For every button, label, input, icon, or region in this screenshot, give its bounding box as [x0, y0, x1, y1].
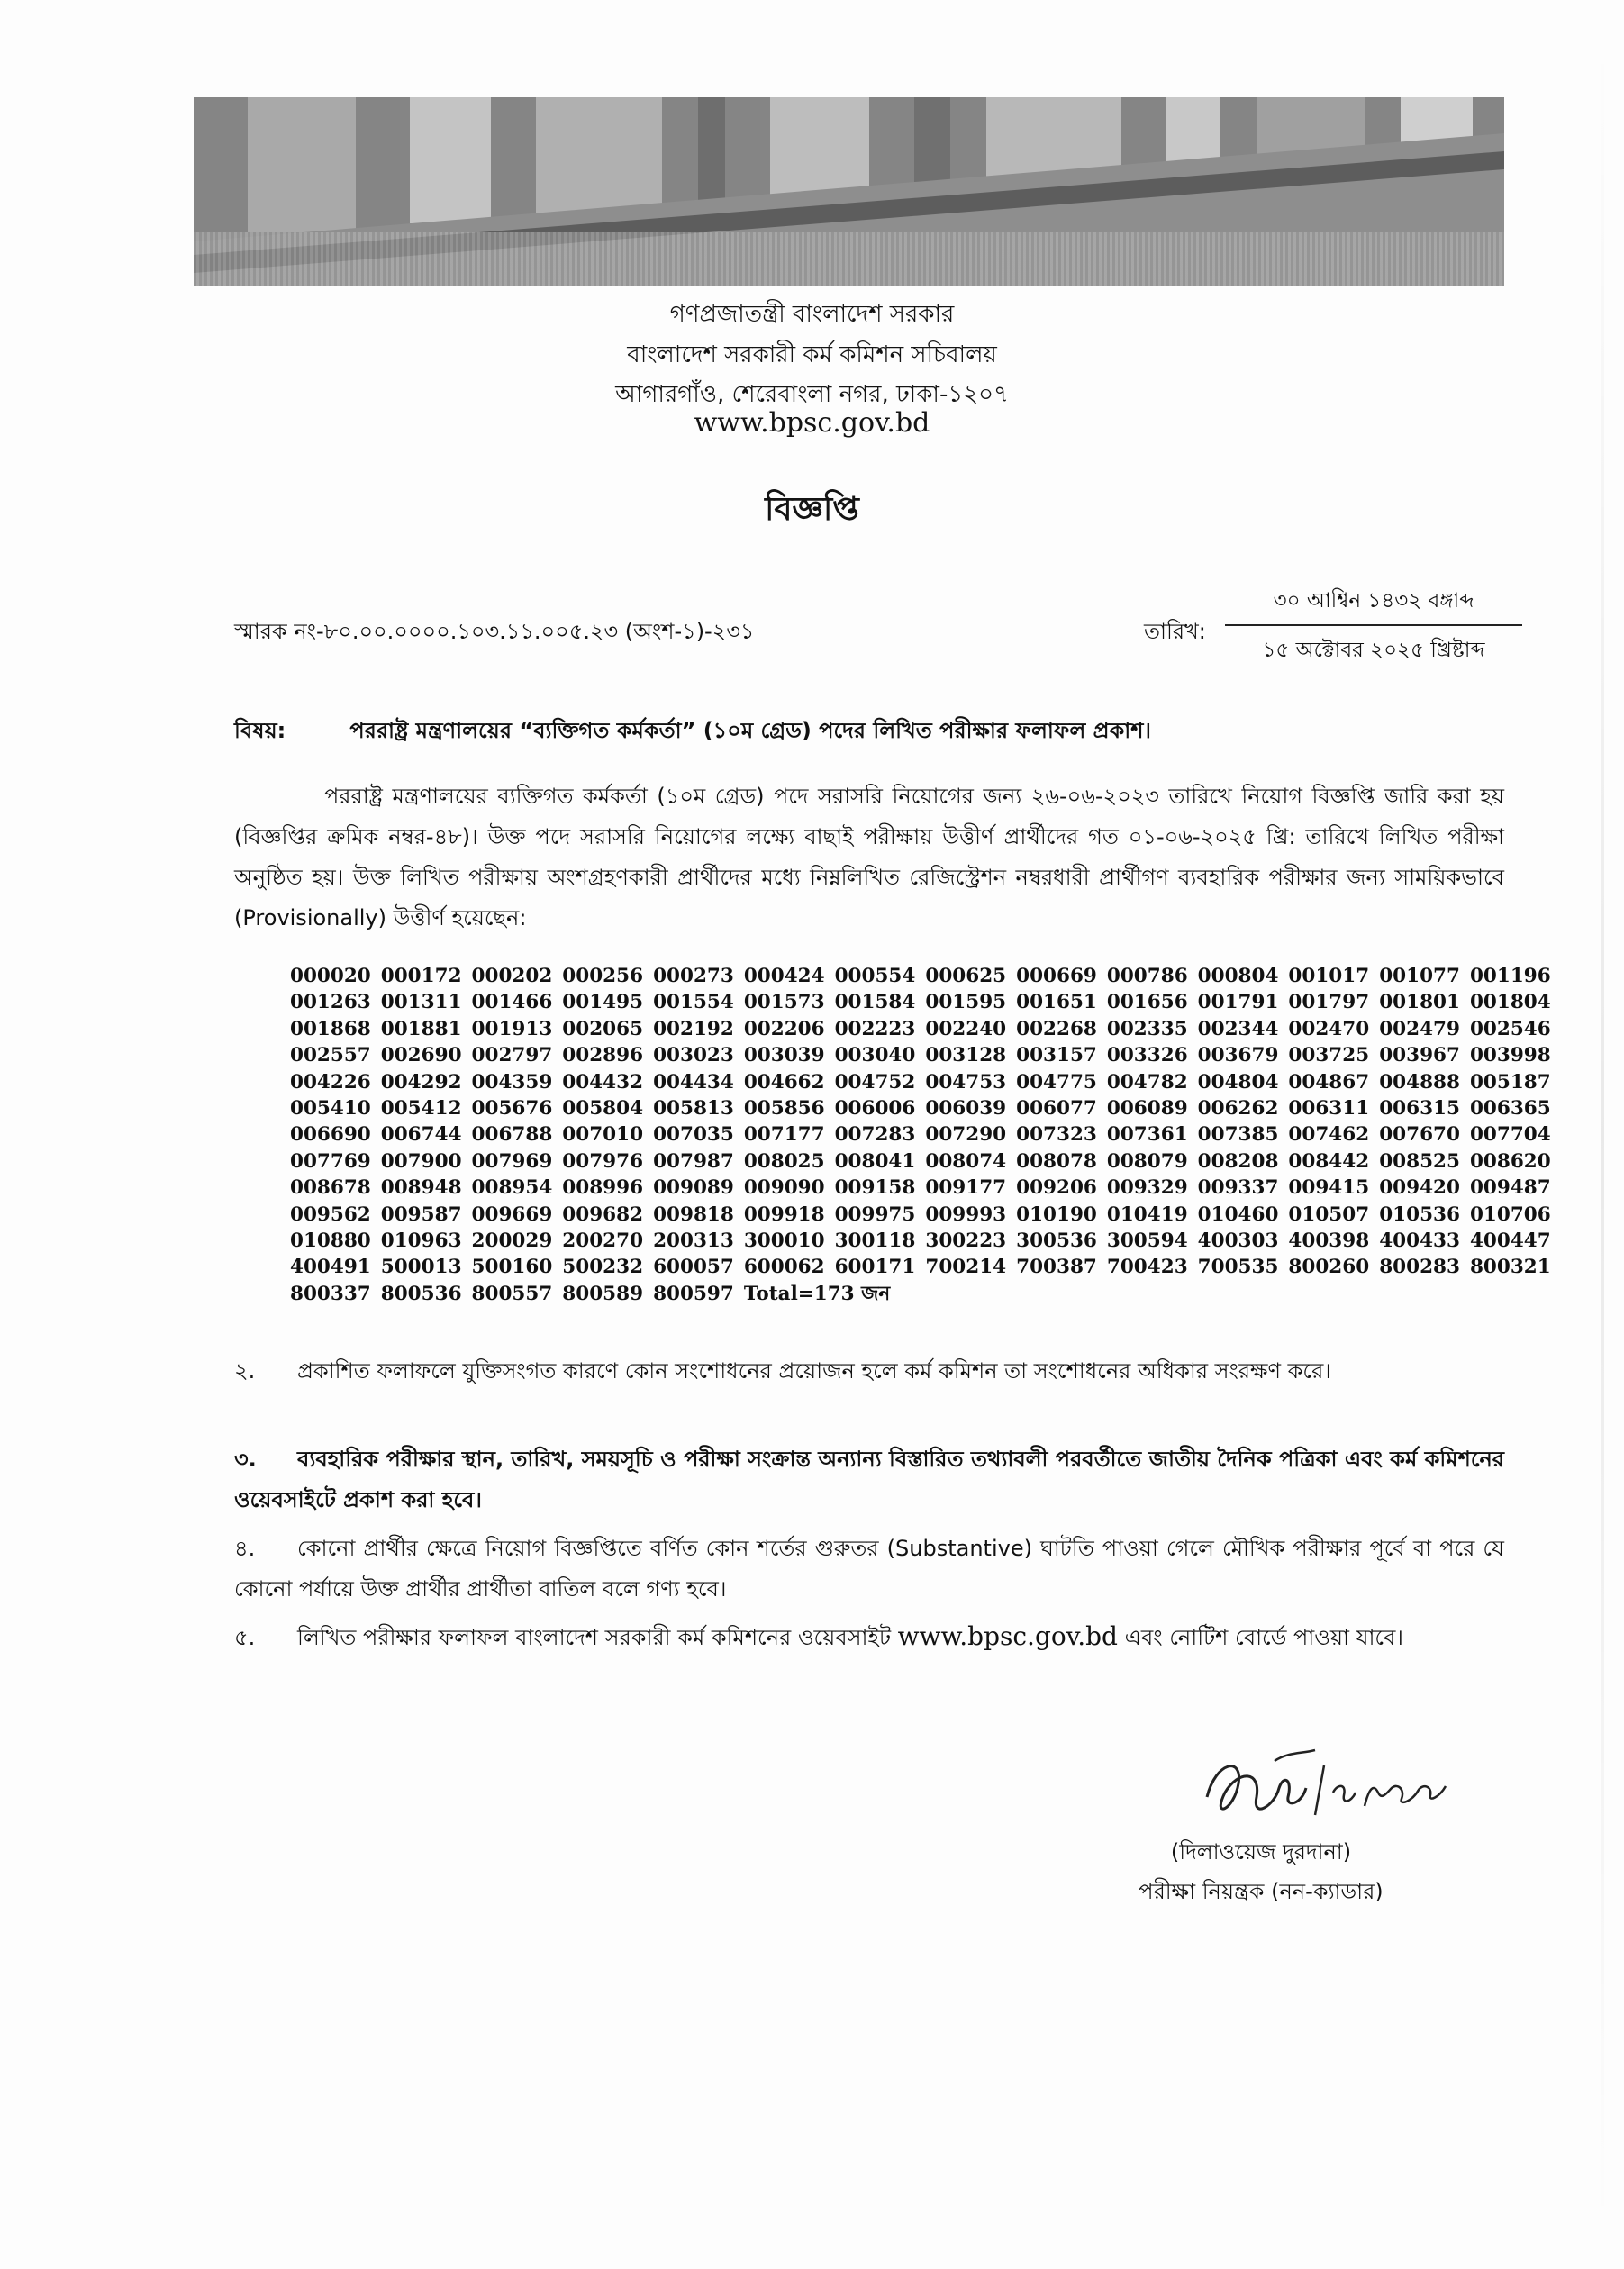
registration-number: 400303	[1197, 1230, 1279, 1253]
paragraph-5	[234, 1616, 1504, 1658]
govt-line: গণপ্রজাতন্ত্রী বাংলাদেশ সরকার	[669, 301, 955, 328]
registration-number: 800589	[562, 1282, 644, 1305]
registration-number: 009993	[925, 1203, 1007, 1226]
registration-number: 007987	[653, 1149, 734, 1173]
registration-number: 009420	[1379, 1176, 1460, 1200]
registration-number: 004226	[290, 1070, 371, 1094]
registration-number: 003039	[743, 1044, 825, 1067]
registration-number: 300118	[834, 1230, 916, 1253]
registration-number: 800597	[653, 1282, 734, 1305]
registration-number: 000424	[743, 965, 825, 987]
registration-number: 001554	[653, 991, 734, 1014]
address-line: আগারগাঁও, শেরেবাংলা নগর, ঢাকা-১২০৭	[615, 381, 1009, 408]
registration-row	[290, 1069, 1551, 1095]
registration-number: 010536	[1379, 1203, 1460, 1226]
registration-number: 003998	[1469, 1044, 1551, 1067]
registration-row	[290, 1228, 1551, 1254]
registration-number: 500013	[380, 1256, 462, 1279]
registration-number: 006077	[1016, 1097, 1097, 1121]
registration-number: 800321	[1469, 1256, 1551, 1279]
registration-number: 009415	[1288, 1176, 1370, 1200]
registration-number: 500160	[471, 1256, 553, 1279]
registration-number: 009975	[834, 1203, 916, 1226]
registration-number: 800557	[471, 1282, 553, 1305]
registration-number: 006744	[380, 1123, 462, 1147]
registration-number: 002335	[1106, 1017, 1188, 1040]
registration-number: 003679	[1197, 1044, 1279, 1067]
registration-number: 005856	[743, 1097, 825, 1121]
registration-number: 008079	[1106, 1149, 1188, 1173]
registration-number: 300223	[925, 1230, 1007, 1253]
registration-number: 009682	[562, 1203, 644, 1226]
registration-number: 600062	[743, 1256, 825, 1279]
registration-number: 001466	[471, 991, 553, 1014]
registration-number: 003967	[1379, 1044, 1460, 1067]
registration-number: 000172	[380, 965, 462, 987]
registration-number: 008525	[1379, 1149, 1460, 1173]
registration-row	[290, 1095, 1551, 1121]
registration-number: 000554	[834, 965, 916, 987]
paragraph-4-number: ৪.	[234, 1536, 256, 1561]
paragraph-4	[234, 1529, 1504, 1610]
registration-number: 001913	[471, 1017, 553, 1040]
registration-number: 003040	[834, 1044, 916, 1067]
registration-number: 006788	[471, 1123, 553, 1147]
registration-number: 002344	[1197, 1017, 1279, 1040]
registration-number: 300010	[743, 1230, 825, 1253]
registration-number: 001868	[290, 1017, 371, 1040]
registration-number: 000804	[1197, 965, 1279, 987]
registration-number: 001801	[1379, 991, 1460, 1014]
registration-number: 400447	[1469, 1230, 1551, 1253]
registration-number: 010880	[290, 1230, 371, 1253]
registration-number: 001656	[1106, 991, 1188, 1014]
registration-number: 700535	[1197, 1256, 1279, 1279]
registration-number: 009918	[743, 1203, 825, 1226]
registration-number: 300594	[1106, 1230, 1188, 1253]
registration-number: 005412	[380, 1097, 462, 1121]
registration-number: 009158	[834, 1176, 916, 1200]
registration-number: 001311	[380, 991, 462, 1014]
registration-number: 000256	[562, 965, 644, 987]
registration-number: 009337	[1197, 1176, 1279, 1200]
registration-number: 005676	[471, 1097, 553, 1121]
scan-edge-shadow	[1601, 36, 1604, 2234]
registration-number: 700387	[1016, 1256, 1097, 1279]
registration-number: 800283	[1379, 1256, 1460, 1279]
registration-number: 007704	[1469, 1123, 1551, 1147]
registration-number: 400433	[1379, 1230, 1460, 1253]
handwritten-signature	[1189, 1743, 1459, 1842]
registration-number: 002479	[1379, 1017, 1460, 1040]
registration-number: 008041	[834, 1149, 916, 1173]
registration-number: 008678	[290, 1176, 371, 1200]
registration-number: 000202	[471, 965, 553, 987]
bpsc-banner-photo	[194, 97, 1504, 286]
registration-number: 001791	[1197, 991, 1279, 1014]
registration-number: 002797	[471, 1044, 553, 1067]
registration-number: 008078	[1016, 1149, 1097, 1173]
registration-number: 004753	[925, 1070, 1007, 1094]
registration-number: 004432	[562, 1070, 644, 1094]
registration-number: 001651	[1016, 991, 1097, 1014]
registration-number: 008954	[471, 1176, 553, 1200]
registration-number: 010507	[1288, 1203, 1370, 1226]
registration-number: 001263	[290, 991, 371, 1014]
registration-number: 300536	[1016, 1230, 1097, 1253]
registration-number: 007177	[743, 1123, 825, 1147]
registration-number: 000020	[290, 965, 371, 987]
subject-text: পররাষ্ট্র মন্ত্রণালয়ের “ব্যক্তিগত কর্মকর্তা” (১০ম গ্রেড) পদের লিখিত পরীক্ষার ফলাফল প্রকাশ।	[349, 718, 1152, 743]
registration-number: 001797	[1288, 991, 1370, 1014]
registration-number: 002896	[562, 1044, 644, 1067]
date-bangla: ৩০ আশ্বিন ১৪৩২ বঙ্গাব্দ	[1225, 584, 1522, 626]
paragraph-3-number: ৩.	[234, 1447, 257, 1472]
registration-row	[290, 1175, 1551, 1201]
registration-number: 008025	[743, 1149, 825, 1173]
paragraph-4-text: কোনো প্রার্থীর ক্ষেত্রে নিয়োগ বিজ্ঞপ্তিতে বর্ণিত কোন শর্তের গুরুতর (Substantive) ঘাটতি পাওয়া গেলে মৌখিক পরীক্ষার পূর্বে বা পরে যে কোনো পর্যায়ে উক্ত প্রার্থীর প্রার্থীতা বাতিল বলে গণ্য হবে।	[234, 1536, 1504, 1602]
registration-number: 008996	[562, 1176, 644, 1200]
registration-number: 002240	[925, 1017, 1007, 1040]
registration-number: 400398	[1288, 1230, 1370, 1253]
registration-number: 800337	[290, 1282, 371, 1305]
date-label: তারিখ:	[1144, 619, 1206, 644]
registration-number: 008208	[1197, 1149, 1279, 1173]
registration-number: 002223	[834, 1017, 916, 1040]
registration-number: 010460	[1197, 1203, 1279, 1226]
registration-number: 009090	[743, 1176, 825, 1200]
registration-number: 009206	[1016, 1176, 1097, 1200]
registration-row	[290, 1202, 1551, 1228]
registration-number: 000669	[1016, 965, 1097, 987]
registration-number: 007385	[1197, 1123, 1279, 1147]
registration-number: 007670	[1379, 1123, 1460, 1147]
registration-number: 003326	[1106, 1044, 1188, 1067]
registration-number: 009329	[1106, 1176, 1188, 1200]
registration-number: 006315	[1379, 1097, 1460, 1121]
registration-number: 004782	[1106, 1070, 1188, 1094]
registration-row	[290, 1148, 1551, 1175]
registration-row	[290, 963, 1551, 989]
paragraph-1: পররাষ্ট্র মন্ত্রণালয়ের ব্যক্তিগত কর্মকর্তা (১০ম গ্রেড) পদে সরাসরি নিয়োগের জন্য ২৬-০৬-২০২৩ তারিখে নিয়োগ বিজ্ঞপ্তি জারি করা হয় (বিজ্ঞপ্তির ক্রমিক নম্বর-৪৮)। উক্ত পদে সরাসরি নিয়োগের লক্ষ্যে বাছাই পরীক্ষায় উত্তীর্ণ প্রার্থীদের গত ০১-০৬-২০২৫ খ্রি: তারিখে লিখিত পরীক্ষা অনুষ্ঠিত হয়। উক্ত লিখিত পরীক্ষায় অংশগ্রহণকারী প্রার্থীদের মধ্যে নিম্নলিখিত রেজিস্ট্রেশন নম্বরধারী প্রার্থীগণ ব্যবহারিক পরীক্ষার জন্য সাময়িকভাবে (Provisionally) উত্তীর্ণ হয়েছেন:	[234, 784, 1504, 930]
registration-number: 007323	[1016, 1123, 1097, 1147]
registration-number: 004888	[1379, 1070, 1460, 1094]
registration-number: 005813	[653, 1097, 734, 1121]
paragraph-5-text-a: লিখিত পরীক্ষার ফলাফল বাংলাদেশ সরকারী কর্ম কমিশনের ওয়েবসাইট	[297, 1625, 892, 1650]
registration-row	[290, 1016, 1551, 1042]
registration-number: 005410	[290, 1097, 371, 1121]
registration-number: 001584	[834, 991, 916, 1014]
registration-number: 600171	[834, 1256, 916, 1279]
registration-row	[290, 1121, 1551, 1148]
registration-number: 008074	[925, 1149, 1007, 1173]
banner-plate	[194, 232, 1504, 286]
secretariat-line: বাংলাদেশ সরকারী কর্ম কমিশন সচিবালয়	[627, 341, 997, 368]
registration-number: 009177	[925, 1176, 1007, 1200]
paragraph-3	[234, 1439, 1504, 1520]
signatory-name: (দিলাওয়েজ দুরদানা)	[1170, 1839, 1352, 1865]
registration-number: 700214	[925, 1256, 1007, 1279]
registration-number: 002065	[562, 1017, 644, 1040]
registration-number: 400491	[290, 1256, 371, 1279]
registration-number: 007010	[562, 1123, 644, 1147]
registration-number: 003023	[653, 1044, 734, 1067]
registration-number: 007462	[1288, 1123, 1370, 1147]
registration-number: 009669	[471, 1203, 553, 1226]
registration-number: 001196	[1469, 965, 1551, 987]
registration-number: 500232	[562, 1256, 644, 1279]
registration-number: 009587	[380, 1203, 462, 1226]
registration-number: 008948	[380, 1176, 462, 1200]
registration-number: 002557	[290, 1044, 371, 1067]
registration-number: 006262	[1197, 1097, 1279, 1121]
registration-number: 002206	[743, 1017, 825, 1040]
registration-number: 002268	[1016, 1017, 1097, 1040]
registration-number: 001881	[380, 1017, 462, 1040]
registration-row	[290, 1042, 1551, 1068]
registration-number: 006039	[925, 1097, 1007, 1121]
registration-number: 004752	[834, 1070, 916, 1094]
registration-number: 004775	[1016, 1070, 1097, 1094]
registration-number: 000273	[653, 965, 734, 987]
registration-number: 003725	[1288, 1044, 1370, 1067]
registration-number: 010190	[1016, 1203, 1097, 1226]
registration-number: 009818	[653, 1203, 734, 1226]
paragraph-2-number: ২.	[234, 1358, 256, 1384]
registration-row	[290, 1281, 1506, 1307]
registration-number: 700423	[1106, 1256, 1188, 1279]
signatory-designation: পরীক্ষা নিয়ন্ত্রক (নন-ক্যাডার)	[1139, 1879, 1384, 1904]
registration-number: 000786	[1106, 965, 1188, 987]
registration-number: 200270	[562, 1230, 644, 1253]
registration-number: 003157	[1016, 1044, 1097, 1067]
registration-number: 009089	[653, 1176, 734, 1200]
registration-number: 009562	[290, 1203, 371, 1226]
registration-number: 001595	[925, 991, 1007, 1014]
registration-number: 007976	[562, 1149, 644, 1173]
registration-number: 002192	[653, 1017, 734, 1040]
registration-number: 001017	[1288, 965, 1370, 987]
paragraph-5-text-b: এবং নোটিশ বোর্ডে পাওয়া যাবে।	[1124, 1625, 1403, 1650]
registration-number: 008620	[1469, 1149, 1551, 1173]
registration-number: 007035	[653, 1123, 734, 1147]
registration-number: 007769	[290, 1149, 371, 1173]
registration-number: 004867	[1288, 1070, 1370, 1094]
registration-number: 004434	[653, 1070, 734, 1094]
date-gregorian: ১৫ অক্টোবর ২০২৫ খ্রিষ্টাব্দ	[1262, 639, 1485, 662]
registration-total: Total=173 জন	[743, 1282, 891, 1305]
paragraph-5-website: www.bpsc.gov.bd	[897, 1621, 1118, 1651]
paragraph-3-text: ব্যবহারিক পরীক্ষার স্থান, তারিখ, সময়সূচি ও পরীক্ষা সংক্রান্ত অন্যান্য বিস্তারিত তথ্যাবলী পরবর্তীতে জাতীয় দৈনিক পত্রিকা এবং কর্ম কমিশনের ওয়েবসাইটে প্রকাশ করা হবে।	[234, 1447, 1504, 1512]
registration-number: 006311	[1288, 1097, 1370, 1121]
subject-label: বিষয়:	[234, 718, 286, 743]
registration-number: 002470	[1288, 1017, 1370, 1040]
registration-number: 006365	[1469, 1097, 1551, 1121]
registration-number: 001573	[743, 991, 825, 1014]
registration-number: 800536	[380, 1282, 462, 1305]
registration-number: 004292	[380, 1070, 462, 1094]
subject-line	[234, 714, 1151, 750]
registration-number: 007969	[471, 1149, 553, 1173]
registration-number: 007283	[834, 1123, 916, 1147]
registration-number: 010963	[380, 1230, 462, 1253]
registration-number: 010706	[1469, 1203, 1551, 1226]
registration-number: 007290	[925, 1123, 1007, 1147]
registration-number: 007900	[380, 1149, 462, 1173]
registration-number: 001495	[562, 991, 644, 1014]
registration-number: 002546	[1469, 1017, 1551, 1040]
paragraph-2-text: প্রকাশিত ফলাফলে যুক্তিসংগত কারণে কোন সংশোধনের প্রয়োজন হলে কর্ম কমিশন তা সংশোধনের অধিকার সংরক্ষণ করে।	[297, 1358, 1331, 1384]
registration-number: 200313	[653, 1230, 734, 1253]
notice-title: বিজ্ঞপ্তি	[765, 491, 859, 528]
registration-number: 008442	[1288, 1149, 1370, 1173]
registration-number: 005187	[1469, 1070, 1551, 1094]
paragraph-2	[234, 1351, 1504, 1392]
registration-number: 800260	[1288, 1256, 1370, 1279]
registration-number: 006690	[290, 1123, 371, 1147]
registration-number: 200029	[471, 1230, 553, 1253]
registration-number: 009487	[1469, 1176, 1551, 1200]
registration-number: 010419	[1106, 1203, 1188, 1226]
registration-number: 004662	[743, 1070, 825, 1094]
date-block	[1225, 584, 1522, 668]
paragraph-5-number: ৫.	[234, 1625, 256, 1650]
registration-number: 600057	[653, 1256, 734, 1279]
registration-number: 006006	[834, 1097, 916, 1121]
registration-number: 002690	[380, 1044, 462, 1067]
registration-number: 000625	[925, 965, 1007, 987]
memo-number: স্মারক নং-৮০.০০.০০০০.১০৩.১১.০০৫.২৩ (অংশ-১)-২৩১	[234, 619, 755, 644]
registration-row	[290, 989, 1551, 1015]
registration-number: 005804	[562, 1097, 644, 1121]
registration-number: 001077	[1379, 965, 1460, 987]
registration-number: 003128	[925, 1044, 1007, 1067]
registration-number: 001804	[1469, 991, 1551, 1014]
header-website: www.bpsc.gov.bd	[694, 407, 930, 439]
registration-number: 007361	[1106, 1123, 1188, 1147]
registration-number: 004359	[471, 1070, 553, 1094]
registration-number: 006089	[1106, 1097, 1188, 1121]
registration-number-list	[290, 963, 1551, 1307]
registration-number: 004804	[1197, 1070, 1279, 1094]
registration-row	[290, 1254, 1551, 1280]
